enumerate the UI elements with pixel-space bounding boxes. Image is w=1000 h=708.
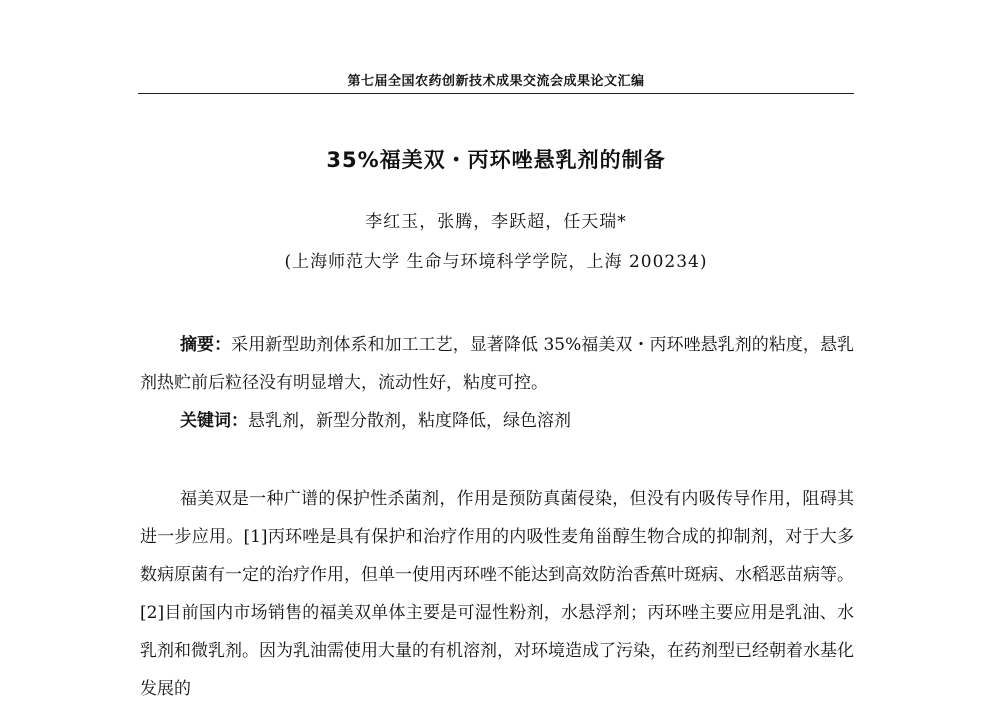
running-header: 第七届全国农药创新技术成果交流会成果论文汇编 xyxy=(347,74,645,89)
affiliation: (上海师范大学 生命与环境科学学院，上海 200234) xyxy=(284,252,708,272)
body-paragraph: 福美双是一种广谱的保护性杀菌剂，作用是预防真菌侵染，但没有内吸传导作用，阻碍其进一步应用。[1]丙环唑是具有保护和治疗作用的内吸性麦角甾醇生物合成的抑制剂，对于大多数病原菌有一定的治疗作用，但单一使用丙环唑不能达到高效防治香蕉叶斑病、水稻恶苗病等。[2]目前国内市场销售的福美双单体主要是可湿性粉剂，水悬浮剂；丙环唑主要应用是乳油、水乳剂和微乳剂。因为乳油需使用大量的有机溶剂，对环境造成了污染，在药剂型已经朝着水基化发展的 xyxy=(140,489,854,699)
keywords-text: 悬乳剂，新型分散剂，粘度降低，绿色溶剂 xyxy=(248,411,571,431)
abstract-text: 采用新型助剂体系和加工工艺，显著降低 35%福美双・丙环唑悬乳剂的粘度，悬乳剂热贮前后粒径没有明显增大，流动性好，粘度可控。 xyxy=(140,335,855,393)
abstract-label: 摘要： xyxy=(180,335,232,355)
abstract xyxy=(140,326,854,402)
paper-title: 35%福美双・丙环唑悬乳剂的制备 xyxy=(326,148,666,172)
author-list: 李红玉，张腾，李跃超，任天瑞* xyxy=(365,212,627,232)
keywords-label: 关键词： xyxy=(180,411,248,431)
header-rule xyxy=(138,93,854,94)
keywords xyxy=(180,402,854,440)
